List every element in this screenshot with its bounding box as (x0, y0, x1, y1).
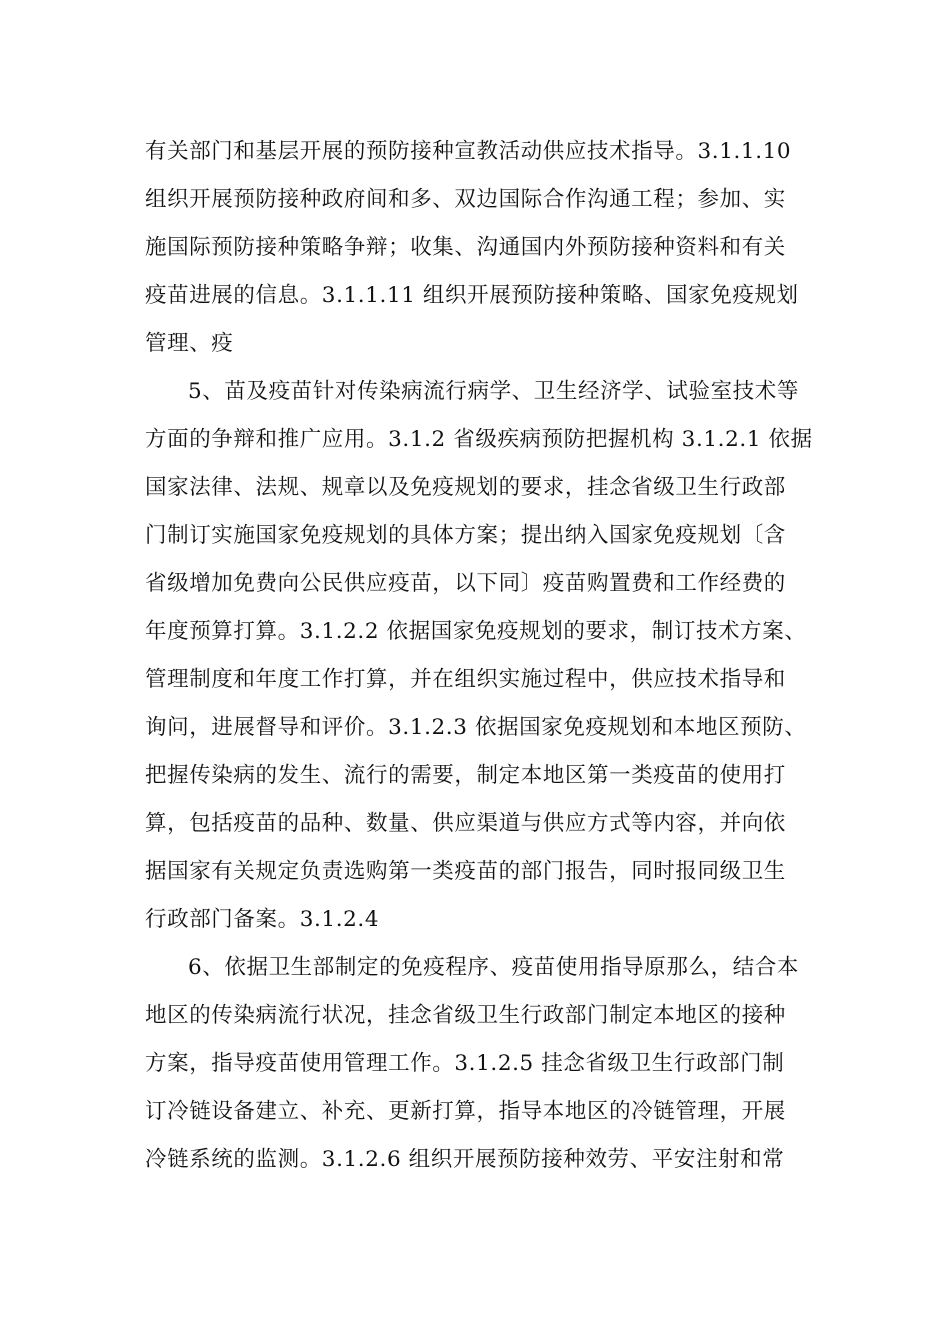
text-line: 方案，指导疫苗使用管理工作。3.1.2.5 挂念省级卫生行政部门制 (145, 1051, 785, 1076)
text-line: 省级增加免费向公民供应疫苗，以下同〕疫苗购置费和工作经费的 (145, 571, 786, 596)
text-line: 管理、疫 (145, 331, 234, 356)
text-line: 地区的传染病流行状况，挂念省级卫生行政部门制定本地区的接种 (145, 1003, 786, 1028)
text-line: 施国际预防接种策略争辩；收集、沟通国内外预防接种资料和有关 (145, 235, 786, 260)
text-line: 把握传染病的发生、流行的需要，制定本地区第一类疫苗的使用打 (145, 763, 786, 788)
text-line: 6、依据卫生部制定的免疫程序、疫苗使用指导原那么，结合本 (188, 955, 799, 980)
text-line: 据国家有关规定负责选购第一类疫苗的部门报告，同时报同级卫生 (145, 859, 786, 884)
text-line: 冷链系统的监测。3.1.2.6 组织开展预防接种效劳、平安注射和常 (145, 1147, 785, 1172)
text-line: 年度预算打算。3.1.2.2 依据国家免疫规划的要求，制订技术方案、 (145, 619, 807, 644)
text-line: 行政部门备案。3.1.2.4 (145, 907, 380, 932)
text-line: 有关部门和基层开展的预防接种宣教活动供应技术指导。3.1.1.10 (145, 139, 792, 164)
text-line: 疫苗进展的信息。3.1.1.11 组织开展预防接种策略、国家免疫规划 (145, 283, 799, 308)
text-line: 门制订实施国家免疫规划的具体方案；提出纳入国家免疫规划〔含 (145, 523, 786, 548)
text-line: 方面的争辩和推广应用。3.1.2 省级疾病预防把握机构 3.1.2.1 依据 (145, 427, 813, 452)
text-line: 订冷链设备建立、补充、更新打算，指导本地区的冷链管理，开展 (145, 1099, 786, 1124)
text-line: 询问，进展督导和评价。3.1.2.3 依据国家免疫规划和本地区预防、 (145, 715, 807, 740)
document-body (145, 128, 820, 1184)
text-line: 国家法律、法规、规章以及免疫规划的要求，挂念省级卫生行政部 (145, 475, 786, 500)
text-line: 算，包括疫苗的品种、数量、供应渠道与供应方式等内容，并向依 (145, 811, 786, 836)
text-line: 管理制度和年度工作打算，并在组织实施过程中，供应技术指导和 (145, 667, 786, 692)
text-line: 组织开展预防接种政府间和多、双边国际合作沟通工程；参加、实 (145, 187, 786, 212)
paragraph-3 (145, 944, 820, 1184)
paragraph-1 (145, 128, 820, 368)
paragraph-2 (145, 368, 820, 944)
text-line: 5、苗及疫苗针对传染病流行病学、卫生经济学、试验室技术等 (188, 379, 799, 404)
